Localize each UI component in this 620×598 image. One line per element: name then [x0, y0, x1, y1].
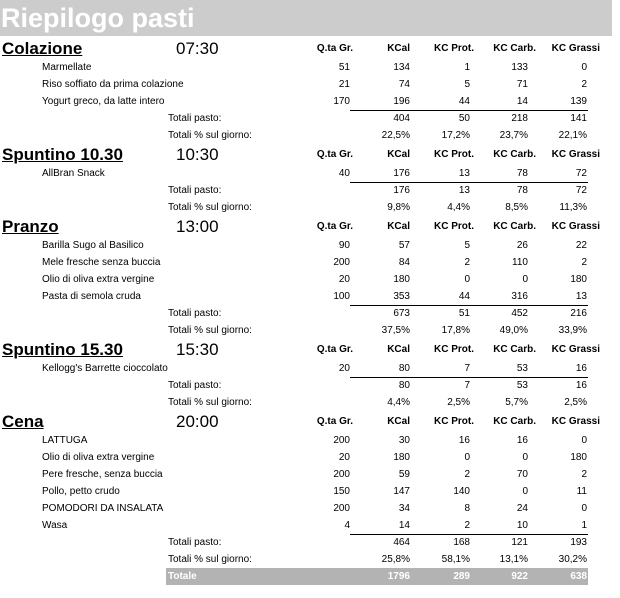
- total-kcal-cell: 464: [393, 537, 410, 548]
- meal-summary-sheet: [0, 38, 620, 585]
- food-prot-cell: 7: [464, 363, 470, 374]
- food-carb-cell: 0: [522, 452, 528, 463]
- total-kcal-cell: 404: [393, 113, 410, 124]
- meal-time: 07:30: [176, 39, 219, 58]
- food-name: Mele fresche senza buccia: [42, 257, 161, 268]
- meal-section: [0, 339, 620, 411]
- meal-header: [0, 216, 620, 237]
- food-qta-cell: 200: [333, 257, 350, 268]
- food-name: Yogurt greco, da latte intero: [42, 96, 165, 107]
- percent-prot-cell: 4,4%: [447, 202, 470, 213]
- food-qta-cell: 200: [333, 503, 350, 514]
- total-grassi-cell: 16: [575, 380, 587, 391]
- meal-header: [0, 411, 620, 432]
- meal-totals-row: [0, 182, 620, 199]
- percent-label: Totali % sul giorno:: [168, 325, 252, 336]
- food-prot-cell: 0: [464, 452, 470, 463]
- food-name: Kellogg's Barrette cioccolato: [42, 363, 168, 374]
- column-header-qta: Q.ta Gr.: [316, 149, 353, 160]
- food-carb-cell: 78: [516, 168, 528, 179]
- meal-section: [0, 38, 620, 144]
- food-kcal-cell: 34: [398, 503, 410, 514]
- food-qta-cell: 20: [338, 452, 350, 463]
- percent-prot-cell: 2,5%: [447, 397, 470, 408]
- food-qta-cell: 40: [338, 168, 350, 179]
- column-header-carb: KC Carb.: [493, 43, 536, 54]
- food-name: Pasta di semola cruda: [42, 291, 141, 302]
- food-prot-cell: 5: [464, 240, 470, 251]
- food-prot-cell: 44: [458, 96, 470, 107]
- percent-kcal-cell: 25,8%: [381, 554, 410, 565]
- column-header-qta: Q.ta Gr.: [316, 221, 353, 232]
- percent-grassi-cell: 11,3%: [559, 202, 587, 213]
- food-qta-cell: 90: [338, 240, 350, 251]
- food-grassi-cell: 1: [581, 520, 587, 531]
- meal-percent-row: [0, 199, 620, 216]
- food-carb-cell: 10: [516, 520, 528, 531]
- total-prot-cell: 13: [458, 185, 470, 196]
- food-qta-cell: 4: [344, 520, 350, 531]
- percent-kcal-cell: 9,8%: [387, 202, 410, 213]
- total-grassi-cell: 72: [575, 185, 587, 196]
- grand-total-row: [0, 568, 620, 585]
- food-name: Marmellate: [42, 62, 92, 73]
- column-header-carb: KC Carb.: [493, 221, 536, 232]
- column-header-carb: KC Carb.: [493, 344, 536, 355]
- totals-label: Totali pasto:: [168, 113, 222, 124]
- percent-prot-cell: 17,2%: [441, 130, 470, 141]
- food-prot-cell: 2: [464, 469, 470, 480]
- meal-header: [0, 144, 620, 165]
- food-name: POMODORI DA INSALATA: [42, 503, 164, 514]
- food-row: [0, 432, 620, 449]
- total-carb-cell: 53: [516, 380, 528, 391]
- food-grassi-cell: 0: [581, 503, 587, 514]
- food-grassi-cell: 180: [570, 274, 587, 285]
- food-kcal-cell: 353: [393, 291, 410, 302]
- total-prot-cell: 50: [458, 113, 470, 124]
- percent-grassi-cell: 33,9%: [558, 325, 587, 336]
- food-name: Olio di oliva extra vergine: [42, 274, 155, 285]
- food-qta-cell: 20: [338, 363, 350, 374]
- food-row: [0, 76, 620, 93]
- food-grassi-cell: 13: [575, 291, 587, 302]
- column-header-prot: KC Prot.: [434, 43, 474, 54]
- meal-name: Cena: [2, 412, 44, 431]
- column-header-grassi: KC Grassi: [551, 221, 600, 232]
- food-prot-cell: 1: [464, 62, 470, 73]
- total-grassi-cell: 141: [570, 113, 587, 124]
- meal-totals-row: [0, 534, 620, 551]
- food-kcal-cell: 14: [398, 520, 410, 531]
- column-header-qta: Q.ta Gr.: [316, 416, 353, 427]
- column-header-qta: Q.ta Gr.: [316, 43, 353, 54]
- food-carb-cell: 0: [522, 274, 528, 285]
- percent-grassi-cell: 2,5%: [564, 397, 587, 408]
- food-grassi-cell: 139: [570, 96, 587, 107]
- column-header-grassi: KC Grassi: [551, 416, 600, 427]
- food-qta-cell: 150: [333, 486, 350, 497]
- column-header-prot: KC Prot.: [434, 221, 474, 232]
- total-kcal-cell: 673: [393, 308, 410, 319]
- total-carb-cell: 121: [511, 537, 528, 548]
- food-name: Pollo, petto crudo: [42, 486, 120, 497]
- food-carb-cell: 70: [516, 469, 528, 480]
- food-kcal-cell: 196: [393, 96, 410, 107]
- food-carb-cell: 26: [516, 240, 528, 251]
- meal-time: 15:30: [176, 340, 219, 359]
- meal-section: [0, 411, 620, 568]
- food-name: Olio di oliva extra vergine: [42, 452, 155, 463]
- food-kcal-cell: 84: [398, 257, 410, 268]
- food-qta-cell: 170: [333, 96, 350, 107]
- food-qta-cell: 51: [338, 62, 350, 73]
- grand-total-carb-cell: 922: [511, 571, 528, 582]
- food-name: LATTUGA: [42, 435, 88, 446]
- food-qta-cell: 100: [333, 291, 350, 302]
- percent-kcal-cell: 22,5%: [381, 130, 410, 141]
- food-qta-cell: 200: [333, 469, 350, 480]
- food-carb-cell: 24: [516, 503, 528, 514]
- food-row: [0, 59, 620, 76]
- food-carb-cell: 0: [522, 486, 528, 497]
- column-header-kcal: KCal: [387, 149, 410, 160]
- meal-section: [0, 216, 620, 339]
- grand-total-label: Totale: [168, 571, 197, 582]
- percent-carb-cell: 13,1%: [499, 554, 528, 565]
- column-header-grassi: KC Grassi: [551, 149, 600, 160]
- percent-label: Totali % sul giorno:: [168, 202, 252, 213]
- food-carb-cell: 53: [516, 363, 528, 374]
- food-prot-cell: 2: [464, 520, 470, 531]
- percent-kcal-cell: 37,5%: [381, 325, 410, 336]
- grand-total-kcal-cell: 1796: [387, 571, 410, 582]
- column-header-carb: KC Carb.: [493, 416, 536, 427]
- meal-totals-row: [0, 305, 620, 322]
- meal-time: 20:00: [176, 412, 219, 431]
- column-header-prot: KC Prot.: [434, 416, 474, 427]
- percent-prot-cell: 17,8%: [441, 325, 470, 336]
- meal-name: Spuntino 15.30: [2, 340, 123, 359]
- totals-label: Totali pasto:: [168, 185, 222, 196]
- column-header-kcal: KCal: [387, 344, 410, 355]
- food-kcal-cell: 180: [393, 274, 410, 285]
- food-name: Riso soffiato da prima colazione: [42, 79, 184, 90]
- food-kcal-cell: 74: [398, 79, 410, 90]
- food-kcal-cell: 57: [398, 240, 410, 251]
- food-carb-cell: 14: [516, 96, 528, 107]
- food-carb-cell: 316: [511, 291, 528, 302]
- food-kcal-cell: 134: [393, 62, 410, 73]
- column-header-grassi: KC Grassi: [551, 344, 600, 355]
- food-row: [0, 271, 620, 288]
- meal-name: Colazione: [2, 39, 83, 58]
- totals-label: Totali pasto:: [168, 308, 222, 319]
- grand-total-prot-cell: 289: [453, 571, 470, 582]
- percent-carb-cell: 23,7%: [499, 130, 528, 141]
- food-grassi-cell: 11: [576, 486, 587, 497]
- food-prot-cell: 44: [458, 291, 470, 302]
- totals-label: Totali pasto:: [168, 380, 222, 391]
- food-row: [0, 500, 620, 517]
- percent-label: Totali % sul giorno:: [168, 397, 252, 408]
- food-qta-cell: 21: [338, 79, 350, 90]
- percent-label: Totali % sul giorno:: [168, 130, 252, 141]
- meal-time: 10:30: [176, 145, 219, 164]
- meal-name: Spuntino 10.30: [2, 145, 123, 164]
- food-grassi-cell: 0: [581, 62, 587, 73]
- column-header-kcal: KCal: [387, 416, 410, 427]
- percent-carb-cell: 5,7%: [505, 397, 528, 408]
- column-header-prot: KC Prot.: [434, 344, 474, 355]
- meal-percent-row: [0, 551, 620, 568]
- percent-grassi-cell: 22,1%: [558, 130, 587, 141]
- food-qta-cell: 200: [333, 435, 350, 446]
- total-kcal-cell: 80: [398, 380, 410, 391]
- total-grassi-cell: 216: [570, 308, 587, 319]
- food-name: Wasa: [42, 520, 68, 531]
- column-header-qta: Q.ta Gr.: [316, 344, 353, 355]
- food-row: [0, 483, 620, 500]
- column-header-grassi: KC Grassi: [551, 43, 600, 54]
- food-row: [0, 360, 620, 377]
- food-grassi-cell: 0: [581, 435, 587, 446]
- food-row: [0, 466, 620, 483]
- food-grassi-cell: 16: [575, 363, 587, 374]
- food-row: [0, 254, 620, 271]
- food-prot-cell: 8: [464, 503, 470, 514]
- percent-kcal-cell: 4,4%: [387, 397, 410, 408]
- meal-percent-row: [0, 322, 620, 339]
- total-carb-cell: 218: [511, 113, 528, 124]
- meal-header: [0, 339, 620, 360]
- food-name: Barilla Sugo al Basilico: [42, 240, 144, 251]
- food-row: [0, 449, 620, 466]
- food-grassi-cell: 2: [581, 79, 587, 90]
- food-row: [0, 237, 620, 254]
- meal-section: [0, 144, 620, 216]
- food-row: [0, 288, 620, 305]
- percent-prot-cell: 58,1%: [441, 554, 470, 565]
- food-prot-cell: 140: [453, 486, 470, 497]
- meal-totals-row: [0, 110, 620, 127]
- food-kcal-cell: 180: [393, 452, 410, 463]
- food-qta-cell: 20: [338, 274, 350, 285]
- meal-percent-row: [0, 394, 620, 411]
- food-kcal-cell: 80: [398, 363, 410, 374]
- food-kcal-cell: 59: [398, 469, 410, 480]
- total-carb-cell: 452: [511, 308, 528, 319]
- food-grassi-cell: 72: [575, 168, 587, 179]
- food-carb-cell: 133: [511, 62, 528, 73]
- food-prot-cell: 13: [458, 168, 470, 179]
- meal-name: Pranzo: [2, 217, 59, 236]
- food-prot-cell: 2: [464, 257, 470, 268]
- food-carb-cell: 16: [516, 435, 528, 446]
- food-grassi-cell: 180: [570, 452, 587, 463]
- meal-totals-row: [0, 377, 620, 394]
- food-carb-cell: 110: [512, 257, 528, 268]
- food-name: Pere fresche, senza buccia: [42, 469, 163, 480]
- meal-header: [0, 38, 620, 59]
- food-row: [0, 93, 620, 110]
- food-kcal-cell: 147: [393, 486, 410, 497]
- food-carb-cell: 71: [516, 79, 528, 90]
- total-kcal-cell: 176: [393, 185, 410, 196]
- food-row: [0, 517, 620, 534]
- meal-time: 13:00: [176, 217, 219, 236]
- percent-label: Totali % sul giorno:: [168, 554, 252, 565]
- food-grassi-cell: 2: [581, 257, 587, 268]
- total-prot-cell: 168: [453, 537, 470, 548]
- total-prot-cell: 51: [458, 308, 470, 319]
- totals-label: Totali pasto:: [168, 537, 222, 548]
- food-kcal-cell: 30: [398, 435, 410, 446]
- column-header-kcal: KCal: [387, 221, 410, 232]
- food-prot-cell: 16: [458, 435, 470, 446]
- food-grassi-cell: 22: [575, 240, 587, 251]
- food-prot-cell: 0: [464, 274, 470, 285]
- column-header-kcal: KCal: [387, 43, 410, 54]
- food-grassi-cell: 2: [581, 469, 587, 480]
- food-row: [0, 165, 620, 182]
- food-kcal-cell: 176: [393, 168, 410, 179]
- column-header-prot: KC Prot.: [434, 149, 474, 160]
- total-prot-cell: 7: [464, 380, 470, 391]
- grand-total-grassi-cell: 638: [570, 571, 587, 582]
- page-title: Riepilogo pasti: [0, 0, 612, 36]
- percent-grassi-cell: 30,2%: [558, 554, 587, 565]
- percent-carb-cell: 8,5%: [505, 202, 528, 213]
- food-name: AllBran Snack: [42, 168, 105, 179]
- total-carb-cell: 78: [516, 185, 528, 196]
- column-header-carb: KC Carb.: [493, 149, 536, 160]
- total-grassi-cell: 193: [570, 537, 587, 548]
- percent-carb-cell: 49,0%: [499, 325, 528, 336]
- food-prot-cell: 5: [464, 79, 470, 90]
- meal-percent-row: [0, 127, 620, 144]
